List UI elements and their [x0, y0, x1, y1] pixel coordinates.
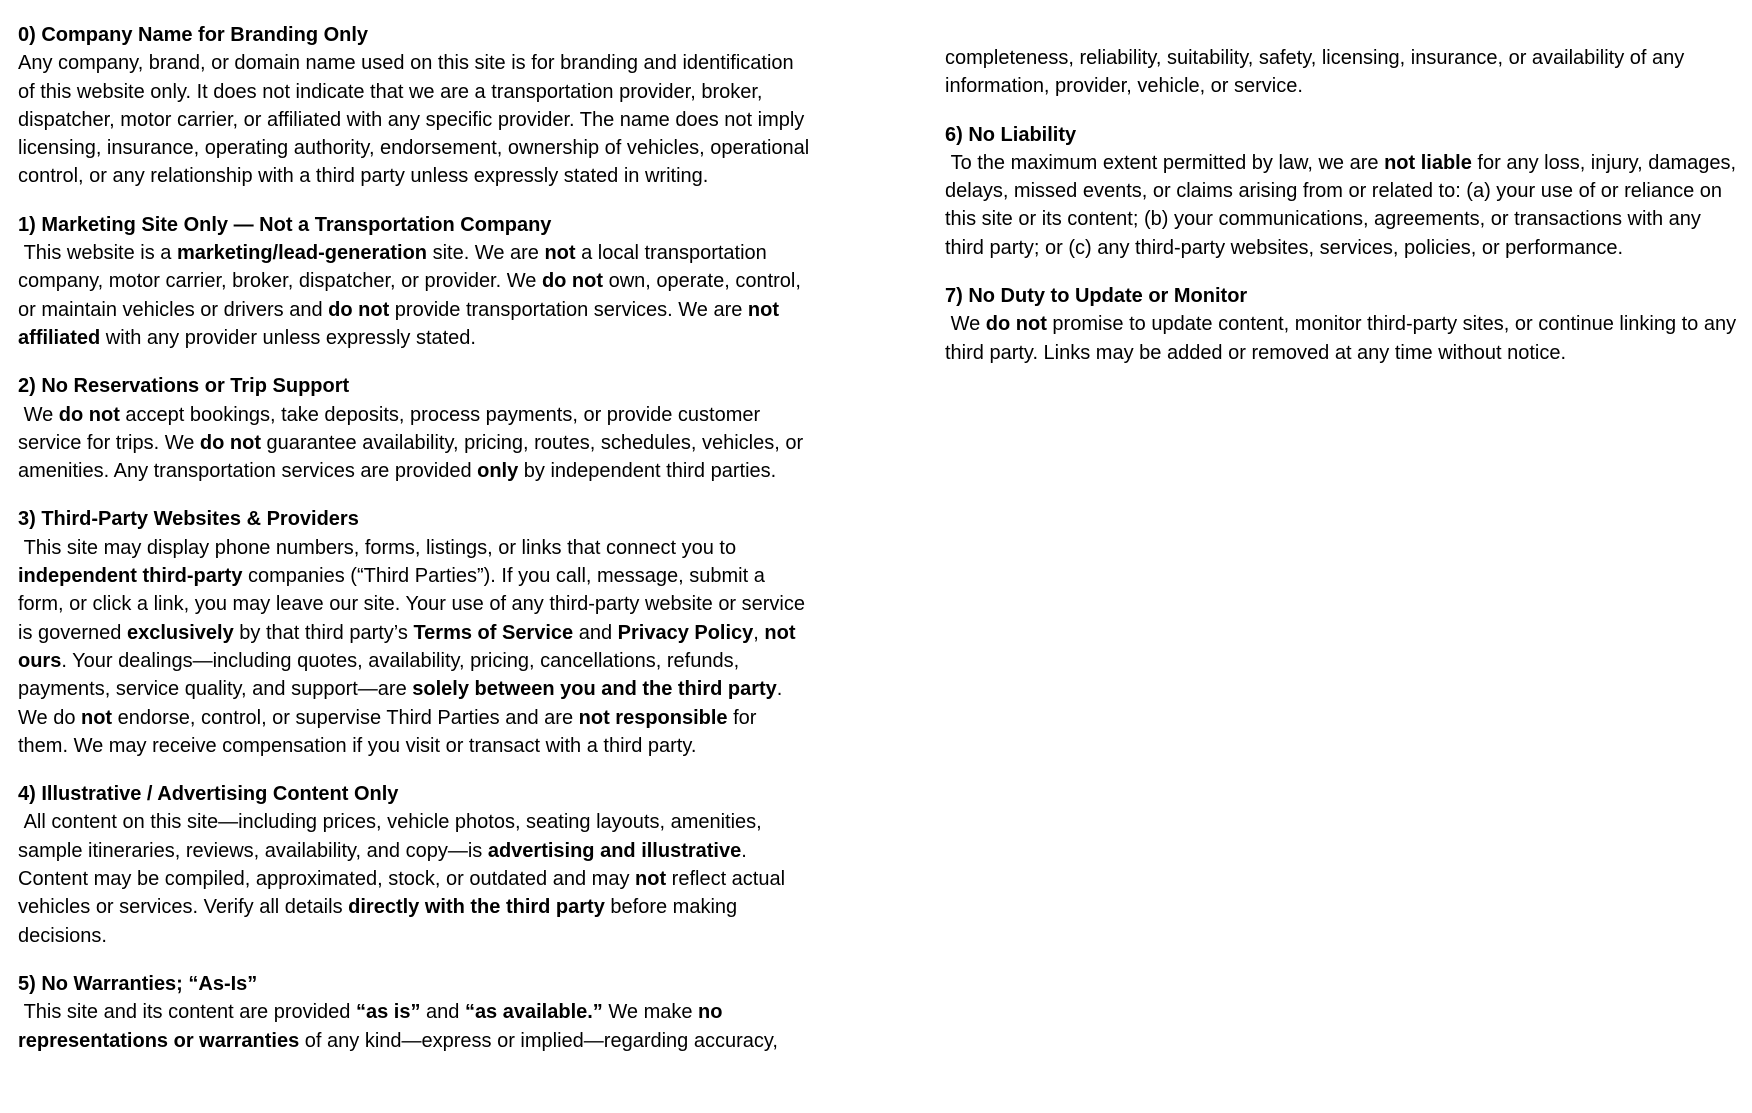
- section-body: [945, 44, 1738, 101]
- text-run: To the maximum extent permitted by law, we are: [945, 151, 1385, 174]
- text-run: not responsible: [578, 706, 728, 729]
- text-run: provide transportation services. We are: [389, 298, 748, 321]
- section-heading: 5) No Warranties; “As-Is”: [18, 972, 258, 995]
- section-heading: 3) Third-Party Websites & Providers: [18, 508, 359, 531]
- text-run: own, operate, control, or maintain vehicles or drivers and: [18, 270, 807, 321]
- section: [18, 21, 815, 191]
- text-run: reflect actual vehicles or services. Verify all details: [18, 868, 791, 919]
- section-heading: 7) No Duty to Update or Monitor: [945, 285, 1248, 308]
- text-run: “as available.”: [464, 1001, 603, 1024]
- text-run: only: [477, 460, 519, 483]
- section-heading: 0) Company Name for Branding Only: [18, 24, 369, 46]
- text-run: . Content may be compiled, approximated, stock, or outdated and may: [18, 839, 753, 891]
- text-run: before making decisions.: [18, 896, 743, 947]
- text-run: do not: [985, 313, 1047, 336]
- section: [18, 505, 811, 760]
- text-run: promise to update content, monitor third-party sites, or continue linking to any third party. Links may be added or removed at any time without notice.: [945, 313, 1742, 364]
- text-run: We: [18, 403, 59, 426]
- text-run: not ours: [18, 621, 802, 672]
- text-run: advertising and illustrative: [487, 839, 742, 862]
- text-run: independent third-party: [18, 565, 243, 588]
- text-run: companies (“Third Parties”). If you call, message, submit a form, or click a link, you may leave our site. Your use of any third-party website or service is governed: [18, 565, 811, 644]
- text-run: guarantee availability, pricing, routes, schedules, vehicles, or amenities. Any transportation services are provided: [18, 431, 809, 483]
- text-run: do not: [199, 431, 261, 454]
- text-run: do not: [541, 270, 604, 293]
- text-run: endorse, control, or supervise Third Parties and are: [112, 706, 579, 729]
- text-run: by that third party’s: [233, 621, 414, 644]
- text-run: of any kind—express or implied—regarding accuracy,: [299, 1029, 778, 1052]
- text-run: completeness, reliability, suitability, safety, licensing, insurance, or availability of any information, provider, vehicle, or service.: [945, 47, 1690, 98]
- text-run: . We do: [18, 678, 788, 729]
- text-run: not: [81, 706, 113, 729]
- section-heading: 4) Illustrative / Advertising Content Only: [18, 783, 399, 806]
- text-run: Privacy Policy: [617, 621, 754, 644]
- section: [18, 211, 811, 352]
- text-run: “as is”: [355, 1001, 421, 1024]
- section-body: [18, 998, 811, 1055]
- text-run: and: [573, 621, 618, 644]
- section-body: [945, 310, 1742, 367]
- text-run: ,: [753, 621, 765, 644]
- text-run: solely between you and the third party: [412, 678, 777, 701]
- section-heading: 2) No Reservations or Trip Support: [18, 375, 350, 398]
- section-body: [18, 808, 811, 949]
- text-run: do not: [328, 298, 390, 321]
- section-body: [18, 49, 815, 190]
- section: [945, 121, 1742, 262]
- text-run: This website is a: [18, 242, 177, 265]
- section: [945, 282, 1742, 367]
- section: [18, 970, 811, 1055]
- text-run: We make: [602, 1001, 699, 1024]
- text-run: not affiliated: [18, 298, 785, 349]
- section: [18, 372, 811, 485]
- text-run: directly with the third party: [348, 896, 605, 919]
- text-run: for any loss, injury, damages, delays, missed events, or claims arising from or related to: (a) your use of or reliance on this site or its content; (b) your communications, agreements, or transactions with any third party; or (c) any third-party websites, services, policies, or performance.: [945, 151, 1742, 259]
- section-heading: 6) No Liability: [945, 123, 1077, 146]
- section-heading: 1) Marketing Site Only — Not a Transportation Company: [18, 213, 552, 236]
- text-run: marketing/lead-generation: [176, 242, 428, 265]
- text-run: This site may display phone numbers, forms, listings, or links that connect you to: [18, 536, 742, 559]
- text-run: exclusively: [126, 621, 234, 644]
- section: [945, 44, 1738, 101]
- text-run: All content on this site—including prices, vehicle photos, seating layouts, amenities, sample itineraries, reviews, availability, and copy—is: [18, 811, 768, 862]
- text-run: site. We are: [427, 242, 545, 265]
- text-run: Terms of Service: [413, 621, 574, 644]
- text-run: do not: [58, 403, 120, 426]
- text-run: by independent third parties.: [518, 460, 777, 483]
- text-run: a local transportation company, motor carrier, broker, dispatcher, or provider. We: [18, 242, 773, 293]
- text-run: We: [945, 313, 986, 336]
- text-run: not: [544, 242, 576, 265]
- section-body: [945, 149, 1742, 262]
- text-run: with any provider unless expressly stated.: [100, 326, 476, 349]
- column-right: [945, 44, 1742, 367]
- column-left: [18, 21, 815, 1055]
- text-run: for them. We may receive compensation if you visit or transact with a third party.: [18, 706, 763, 757]
- text-run: accept bookings, take deposits, process payments, or provide customer service for trips. We: [18, 403, 766, 454]
- section-body: [18, 401, 811, 486]
- section-body: [18, 239, 811, 352]
- text-run: and: [420, 1001, 465, 1024]
- section-body: [18, 534, 811, 760]
- text-run: This site and its content are provided: [18, 1001, 356, 1024]
- text-run: Any company, brand, or domain name used on this site is for branding and identification of this website only. It does not indicate that we are a transportation provider, broker, dispatcher, motor carrier, or affiliated with any specific provider. The name does not imply licensing, insurance, operating authority, endorsement, ownership of vehicles, operational control, or any relationship with a third party unless expressly stated in writing.: [18, 52, 815, 188]
- text-run: . Your dealings—including quotes, availability, pricing, cancellations, refunds, payments, service quality, and support—are: [18, 649, 745, 701]
- text-run: not: [635, 868, 667, 891]
- text-run: not liable: [1384, 151, 1472, 174]
- section: [18, 780, 811, 950]
- text-run: no representations or warranties: [18, 1001, 729, 1052]
